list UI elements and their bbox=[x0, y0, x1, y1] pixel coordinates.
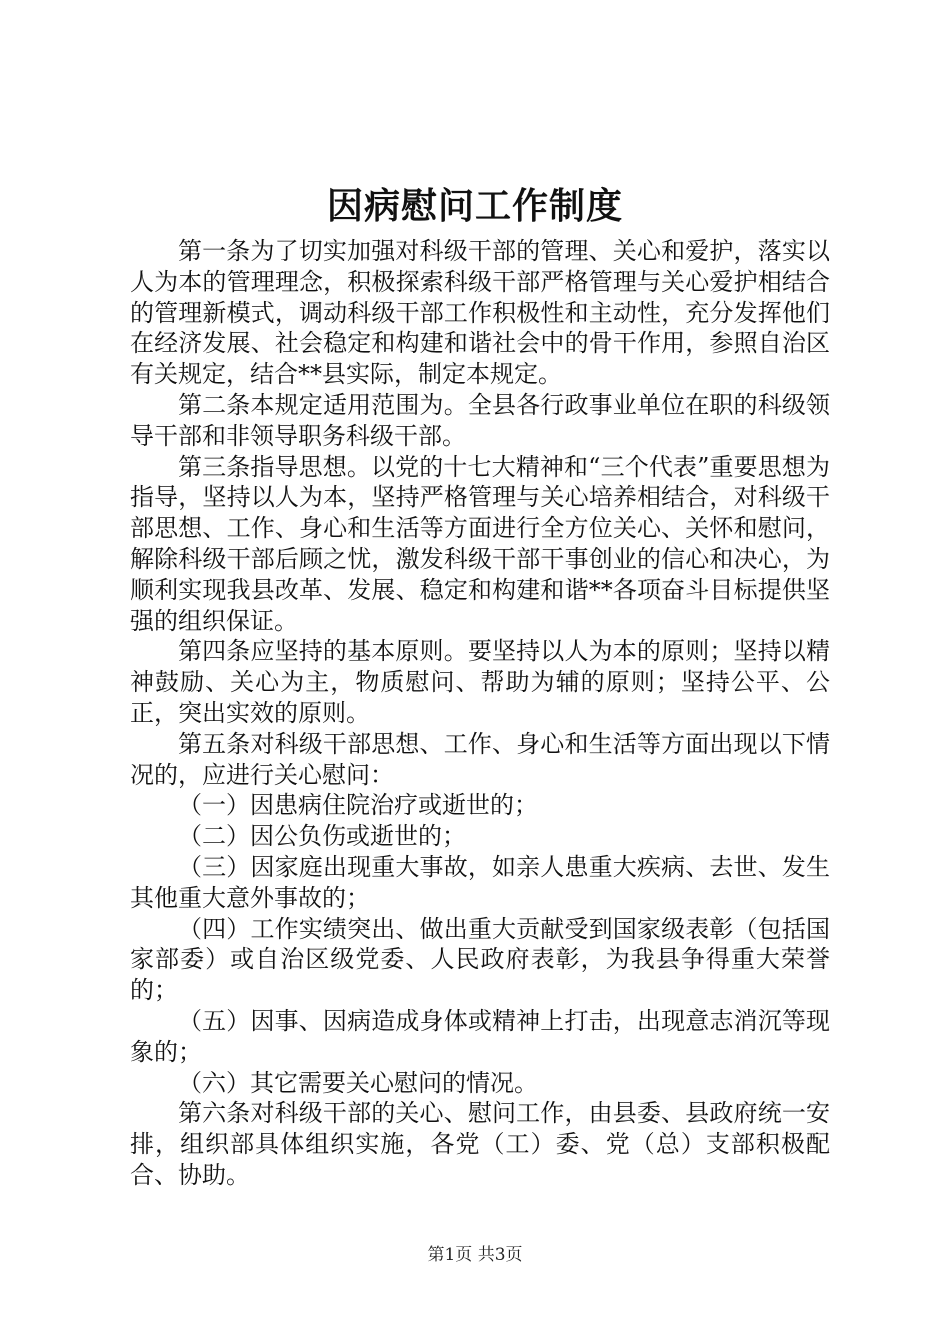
list-item-3: （三）因家庭出现重大事故，如亲人患重大疾病、去世、发生其他重大意外事故的； bbox=[130, 852, 830, 912]
list-item-2: （二）因公负伤或逝世的； bbox=[178, 822, 466, 851]
page-number-footer: 第1页 共3页 bbox=[427, 1245, 523, 1265]
list-item-1: （一）因患病住院治疗或逝世的； bbox=[178, 791, 538, 820]
article-2-paragraph: 第二条本规定适用范围为。全县各行政事业单位在职的科级领导干部和非领导职务科级干部。 bbox=[130, 390, 830, 450]
article-3-paragraph: 第三条指导思想。以党的十七大精神和“三个代表”重要思想为指导，坚持以人为本，坚持严格管理与关心培养相结合，对科级干部思想、工作、身心和生活等方面进行全方位关心、关怀和慰问，解除科级干部后顾之忧，激发科级干部干事创业的信心和决心，为顺利实现我县改革、发展、稳定和构建和谐**各项奋斗目标提供坚强的组织保证。 bbox=[130, 452, 830, 635]
list-item-6: （六）其它需要关心慰问的情况。 bbox=[178, 1068, 538, 1097]
article-4-paragraph: 第四条应坚持的基本原则。要坚持以人为本的原则；坚持以精神鼓励、关心为主，物质慰问、帮助为辅的原则；坚持公平、公正，突出实效的原则。 bbox=[130, 637, 830, 727]
list-item-5: （五）因事、因病造成身体或精神上打击，出现意志消沉等现象的； bbox=[130, 1006, 830, 1066]
article-1-paragraph: 第一条为了切实加强对科级干部的管理、关心和爱护，落实以人为本的管理理念，积极探索科级干部严格管理与关心爱护相结合的管理新模式，调动科级干部工作积极性和主动性，充分发挥他们在经济发展、社会稳定和构建和谐社会中的骨干作用，参照自治区有关规定，结合**县实际，制定本规定。 bbox=[130, 237, 830, 389]
document-title: 因病慰问工作制度 bbox=[326, 185, 623, 227]
article-5-paragraph: 第五条对科级干部思想、工作、身心和生活等方面出现以下情况的，应进行关心慰问： bbox=[130, 729, 830, 789]
document-body bbox=[130, 236, 830, 1191]
list-item-4: （四）工作实绩突出、做出重大贡献受到国家级表彰（包括国家部委）或自治区级党委、人民政府表彰，为我县争得重大荣誉的； bbox=[130, 914, 830, 1005]
article-6-paragraph: 第六条对科级干部的关心、慰问工作，由县委、县政府统一安排，组织部具体组织实施，各党（工）委、党（总）支部积极配合、协助。 bbox=[130, 1099, 830, 1189]
